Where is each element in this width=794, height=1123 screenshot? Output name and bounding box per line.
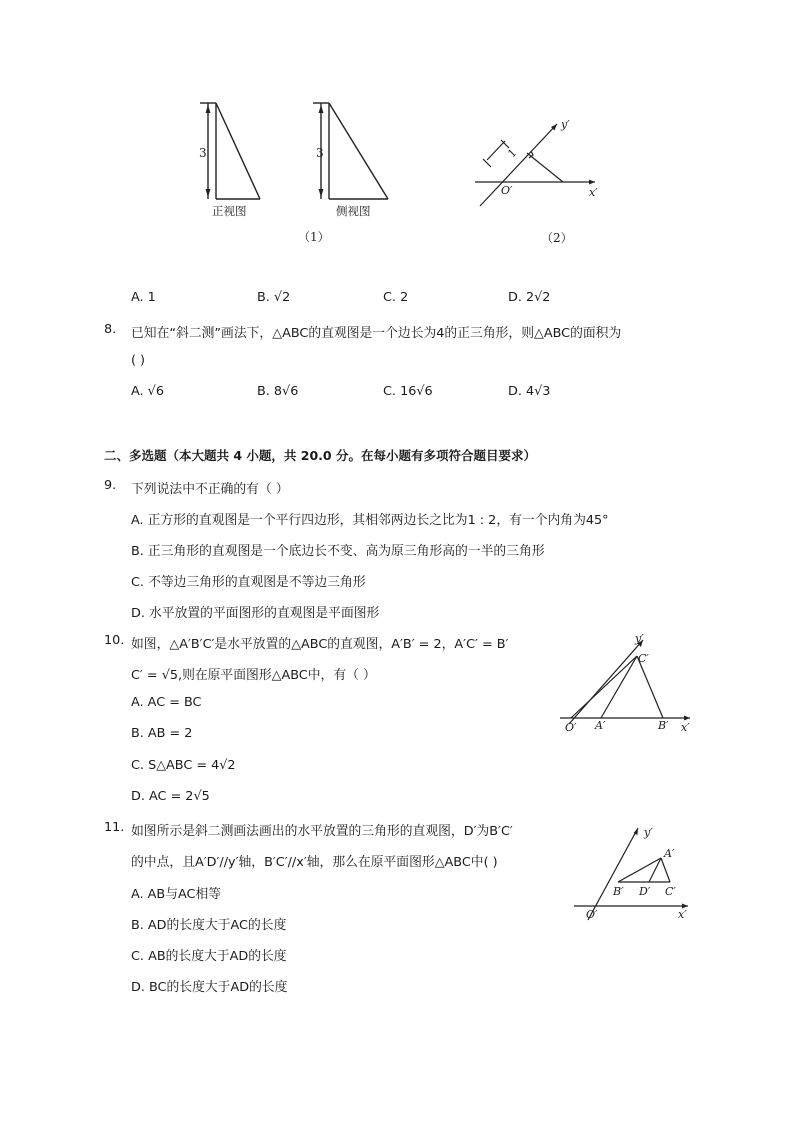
q10-fig-c: C′ bbox=[638, 652, 649, 665]
q10-option-c[interactable]: C. S△ABC = 4√2 bbox=[131, 758, 236, 773]
front-view-caption: 正视图 bbox=[212, 204, 247, 218]
q8-text: 已知在“斜二测”画法下，△ABC的直观图是一个边长为4的正三角形，则△ABC的面积为 bbox=[131, 326, 622, 341]
q7-option-c[interactable]: C. 2 bbox=[383, 290, 409, 305]
q11-option-a[interactable]: A. AB与AC相等 bbox=[131, 887, 222, 902]
q11-fig-a: A′ bbox=[664, 847, 675, 860]
figure-2-label: （2） bbox=[541, 231, 573, 245]
q11-line-1: 如图所示是斜二测画法画出的水平放置的三角形的直观图，D′为B′C′ bbox=[131, 824, 513, 839]
q11-option-b[interactable]: B. AD的长度大于AC的长度 bbox=[131, 918, 287, 933]
q8-option-d[interactable]: D. 4√3 bbox=[508, 384, 551, 399]
figure-1-views bbox=[190, 95, 410, 255]
figure-2-oblique bbox=[465, 110, 615, 250]
q11-figure bbox=[570, 820, 700, 925]
front-view-triangle bbox=[200, 103, 260, 199]
q11-option-c[interactable]: C. AB的长度大于AD的长度 bbox=[131, 949, 287, 964]
q9-option-c[interactable]: C. 不等边三角形的直观图是不等边三角形 bbox=[131, 575, 366, 590]
q7-option-b[interactable]: B. √2 bbox=[257, 290, 291, 305]
q11-fig-x: x′ bbox=[678, 908, 687, 921]
triangle-side bbox=[527, 153, 563, 182]
q11-fig-o: O′ bbox=[586, 908, 598, 921]
figure-1-label: （1） bbox=[298, 230, 330, 244]
q10-option-d[interactable]: D. AC = 2√5 bbox=[131, 789, 210, 804]
q10-fig-y: y′ bbox=[635, 632, 644, 645]
fig2-origin: O′ bbox=[501, 184, 513, 197]
side-view-triangle bbox=[313, 103, 388, 199]
q9-option-d[interactable]: D. 水平放置的平面图形的直观图是平面图形 bbox=[131, 606, 380, 621]
fig2-axis-y: y′ bbox=[561, 118, 570, 131]
q10-number: 10. bbox=[104, 633, 125, 648]
q11-option-d[interactable]: D. BC的长度大于AD的长度 bbox=[131, 980, 288, 995]
q11-fig-d: D′ bbox=[639, 885, 651, 898]
q11-fig-y: y′ bbox=[644, 826, 653, 839]
q10-fig-o: O′ bbox=[565, 721, 577, 734]
side-view-height-label: 3 bbox=[316, 146, 324, 160]
q8-option-a[interactable]: A. √6 bbox=[131, 384, 164, 399]
fig2-axis-x: x′ bbox=[589, 186, 598, 199]
q10-figure bbox=[555, 630, 705, 740]
section-2-heading: 二、多选题（本大题共 4 小题，共 20.0 分。在每小题有多项符合题目要求） bbox=[104, 448, 536, 463]
q11-fig-c: C′ bbox=[665, 885, 676, 898]
q9-number: 9. bbox=[104, 478, 117, 493]
q7-option-a[interactable]: A. 1 bbox=[131, 290, 156, 305]
q10-fig-a: A′ bbox=[595, 719, 606, 732]
q8-paren: ( ) bbox=[131, 353, 146, 368]
q10-line-1: 如图，△A′B′C′是水平放置的△ABC的直观图，A′B′ = 2，A′C′ = B′ bbox=[131, 637, 509, 652]
q9-text: 下列说法中不正确的有（ ） bbox=[131, 482, 289, 497]
q10-fig-b: B′ bbox=[658, 719, 669, 732]
y-axis-line bbox=[480, 124, 557, 206]
q11-line-2: 的中点，且A′D′//y′轴，B′C′//x′轴，那么在原平面图形△ABC中( ) bbox=[131, 855, 498, 870]
q10-line-2: C′ = √5,则在原平面图形△ABC中，有（ ） bbox=[131, 668, 376, 683]
q10-option-a[interactable]: A. AC = BC bbox=[131, 695, 202, 710]
q11-fig-b: B′ bbox=[613, 885, 624, 898]
q9-option-a[interactable]: A. 正方形的直观图是一个平行四边形，其相邻两边长之比为1 : 2，有一个内角为45° bbox=[131, 513, 609, 528]
front-view-height-label: 3 bbox=[199, 146, 207, 160]
fig2-seg-label: 1 bbox=[505, 146, 520, 161]
q8-option-b[interactable]: B. 8√6 bbox=[257, 384, 299, 399]
q8-number: 8. bbox=[104, 322, 117, 337]
q8-option-c[interactable]: C. 16√6 bbox=[383, 384, 433, 399]
q9-option-b[interactable]: B. 正三角形的直观图是一个底边长不变、高为原三角形高的一半的三角形 bbox=[131, 544, 545, 559]
q11-number: 11. bbox=[104, 820, 125, 835]
side-view-caption: 侧视图 bbox=[336, 204, 371, 218]
q10-option-b[interactable]: B. AB = 2 bbox=[131, 726, 193, 741]
q7-option-d[interactable]: D. 2√2 bbox=[508, 290, 551, 305]
q10-fig-x: x′ bbox=[681, 721, 690, 734]
